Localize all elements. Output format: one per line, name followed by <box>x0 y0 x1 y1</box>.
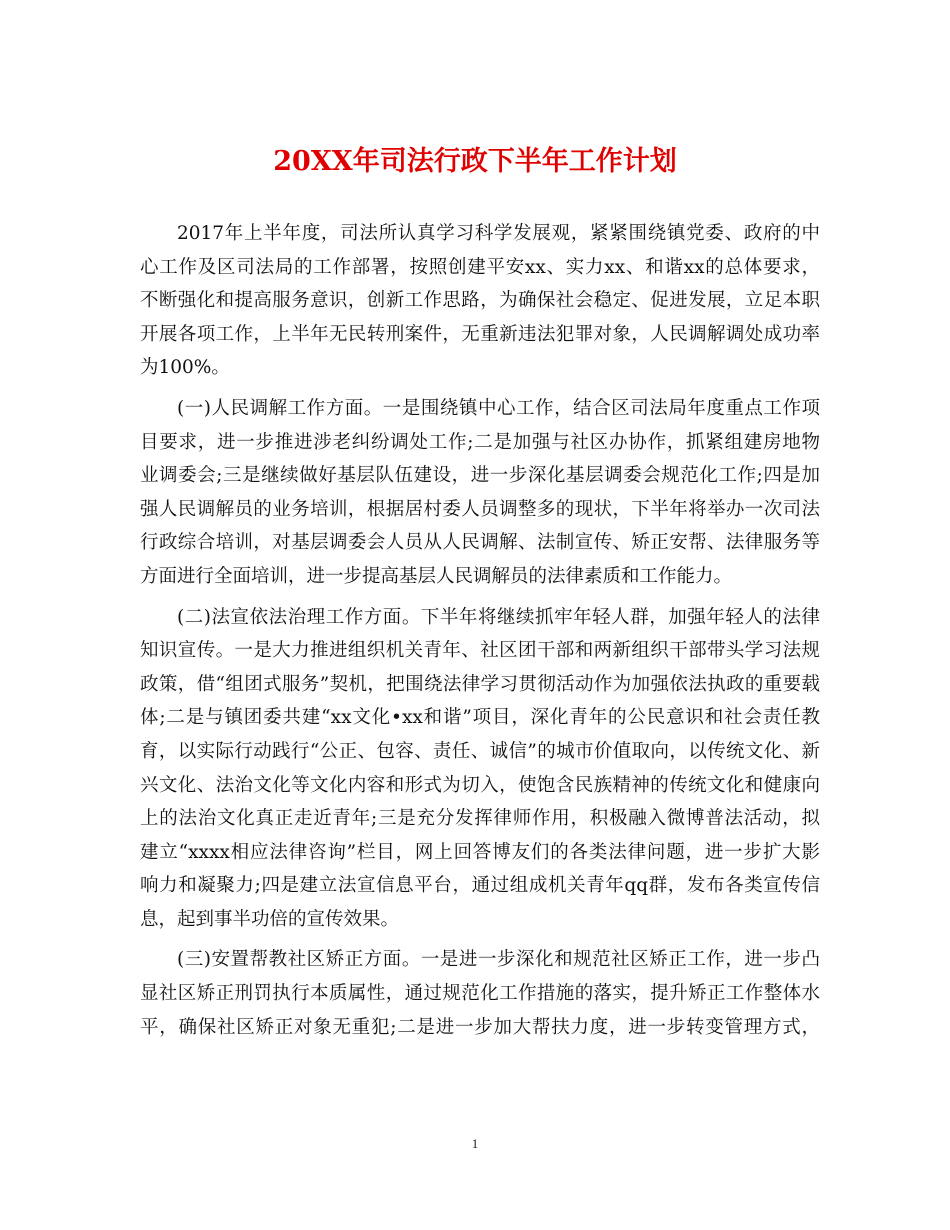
text-line: 兴文化、法治文化等文化内容和形式为切入，使饱含民族精神的传统文化和健康向 <box>140 774 820 796</box>
text-line: 平，确保社区矫正对象无重犯;二是进一步加大帮扶力度，进一步转变管理方式， <box>140 1016 820 1038</box>
paragraph-mediation <box>140 392 820 594</box>
text-line: 育，以实际行动践行“公正、包容、责任、诚信”的城市价值取向，以传统文化、新 <box>140 740 820 762</box>
text-line: 行政综合培训，对基层调委会人员从人民调解、法制宣传、矫正安帮、法律服务等 <box>140 532 820 554</box>
text-line: 不断强化和提高服务意识，创新工作思路，为确保社会稳定、促进发展，立足本职 <box>140 290 820 312</box>
text-line: 息，起到事半功倍的宣传效果。 <box>140 908 400 930</box>
text-line: 体;二是与镇团委共建“xx文化•xx和谐”项目，深化青年的公民意识和社会责任教 <box>140 707 820 729</box>
paragraph-community-correction <box>140 943 820 1044</box>
text-line: 上的法治文化真正走近青年;三是充分发挥律师作用，积极融入微博普法活动，拟 <box>140 808 820 830</box>
text-line: 知识宣传。一是大力推进组织机关青年、社区团干部和两新组织干部带头学习法规 <box>140 640 820 662</box>
text-line: 开展各项工作，上半年无民转刑案件，无重新违法犯罪对象，人民调解调处成功率 <box>140 323 820 345</box>
text-line: 心工作及区司法局的工作部署，按照创建平安xx、实力xx、和谐xx的总体要求， <box>140 256 820 278</box>
text-line: 建立“xxxx相应法律咨询”栏目，网上回答博友们的各类法律问题，进一步扩大影 <box>140 841 820 863</box>
text-line: 2017年上半年度，司法所认真学习科学发展观，紧紧围绕镇党委、政府的中 <box>177 223 820 244</box>
paragraph-summary <box>140 217 820 385</box>
text-line: 强人民调解员的业务培训，根据居村委人员调整多的现状，下半年将举办一次司法 <box>140 498 820 520</box>
text-line: 政策，借“组团式服务”契机，把围绕法律学习贯彻活动作为加强依法执政的重要载 <box>140 673 820 695</box>
page-number: 1 <box>471 1136 479 1151</box>
text-line: (一)人民调解工作方面。一是围绕镇中心工作，结合区司法局年度重点工作项 <box>177 397 820 419</box>
text-line: 业调委会;三是继续做好基层队伍建设，进一步深化基层调委会规范化工作;四是加 <box>140 465 820 487</box>
text-line: 方面进行全面培训，进一步提高基层人民调解员的法律素质和工作能力。 <box>140 565 733 587</box>
text-line: 响力和凝聚力;四是建立法宣信息平台，通过组成机关青年qq群，发布各类宣传信 <box>140 875 820 897</box>
document-body <box>140 217 820 1051</box>
document-title: 20XX年司法行政下半年工作计划 <box>273 146 677 177</box>
text-line: 为100%。 <box>140 357 230 379</box>
text-line: (二)法宣依法治理工作方面。下半年将继续抓牢年轻人群，加强年轻人的法律 <box>177 606 820 628</box>
text-line: 显社区矫正刑罚执行本质属性，通过规范化工作措施的落实，提升矫正工作整体水 <box>140 983 820 1005</box>
paragraph-legal-publicity <box>140 601 820 937</box>
text-line: 目要求，进一步推进涉老纠纷调处工作;二是加强与社区办协作，抓紧组建房地物 <box>140 431 820 453</box>
text-line: (三)安置帮教社区矫正方面。一是进一步深化和规范社区矫正工作，进一步凸 <box>177 949 820 971</box>
